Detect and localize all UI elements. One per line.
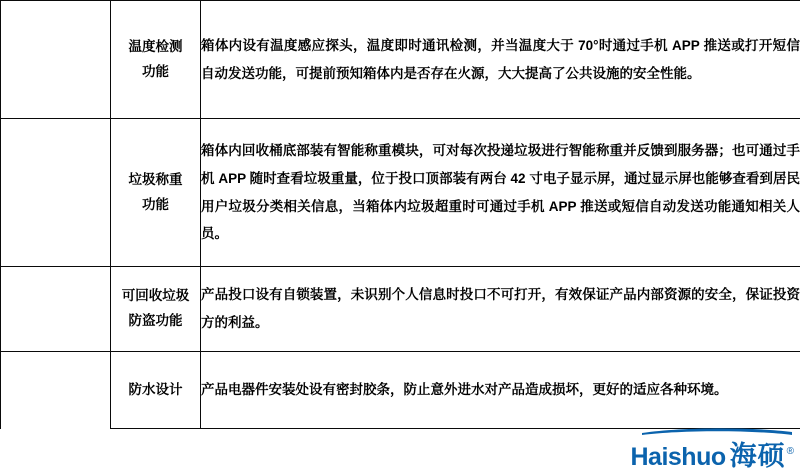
row-label-line: 垃圾称重: [128, 171, 183, 187]
brand-latin-name: Haishuo: [630, 443, 726, 471]
row-label: [111, 267, 201, 352]
table-row: [1, 119, 800, 267]
brand-logo: [631, 428, 795, 470]
row-description: 产品投口设有自锁装置，未识别个人信息时投口不可打开，有效保证产品内部资源的安全，保证投资方的利益。: [201, 267, 800, 352]
table-row: [1, 267, 800, 352]
left-margin-cell: [1, 267, 111, 352]
row-label-line: 防水设计: [128, 381, 183, 397]
left-margin-cell: [1, 352, 111, 429]
row-label-line: 温度检测: [128, 38, 183, 54]
row-label-line: 功能: [142, 63, 169, 79]
left-margin-cell: [1, 1, 111, 119]
row-label: [111, 119, 201, 267]
row-label-line: 功能: [142, 196, 169, 212]
row-description: 产品电器件安装处设有密封胶条，防止意外进水对产品造成损坏，更好的适应各种环境。: [201, 352, 800, 429]
registered-mark: ®: [786, 446, 794, 457]
row-description: 箱体内设有温度感应探头，温度即时通讯检测，并当温度大于 70°时通过手机 APP 推送或打开短信自动发送功能，可提前预知箱体内是否存在火源，大大提高了公共设施的安全性能。: [201, 1, 800, 119]
left-margin-cell: [1, 119, 111, 267]
row-description: 箱体内回收桶底部装有智能称重模块，可对每次投递垃圾进行智能称重并反馈到服务器；也可通过手机 APP 随时查看垃圾重量，位于投口顶部装有两台 42 寸电子显示屏，通过显示屏也能够查看到居民用户垃圾分类相关信息，当箱体内垃圾超重时可通过手机 APP 推送或短信自动发送功能通知相关人员。: [201, 119, 800, 267]
table-row: [1, 1, 800, 119]
brand-chinese-name: 海硕: [729, 441, 786, 471]
row-label-line: 防盗功能: [128, 313, 183, 328]
row-label: [111, 1, 201, 119]
row-label-line: 可回收垃圾: [121, 288, 190, 304]
row-label: [111, 352, 201, 429]
table-row: [1, 352, 800, 429]
